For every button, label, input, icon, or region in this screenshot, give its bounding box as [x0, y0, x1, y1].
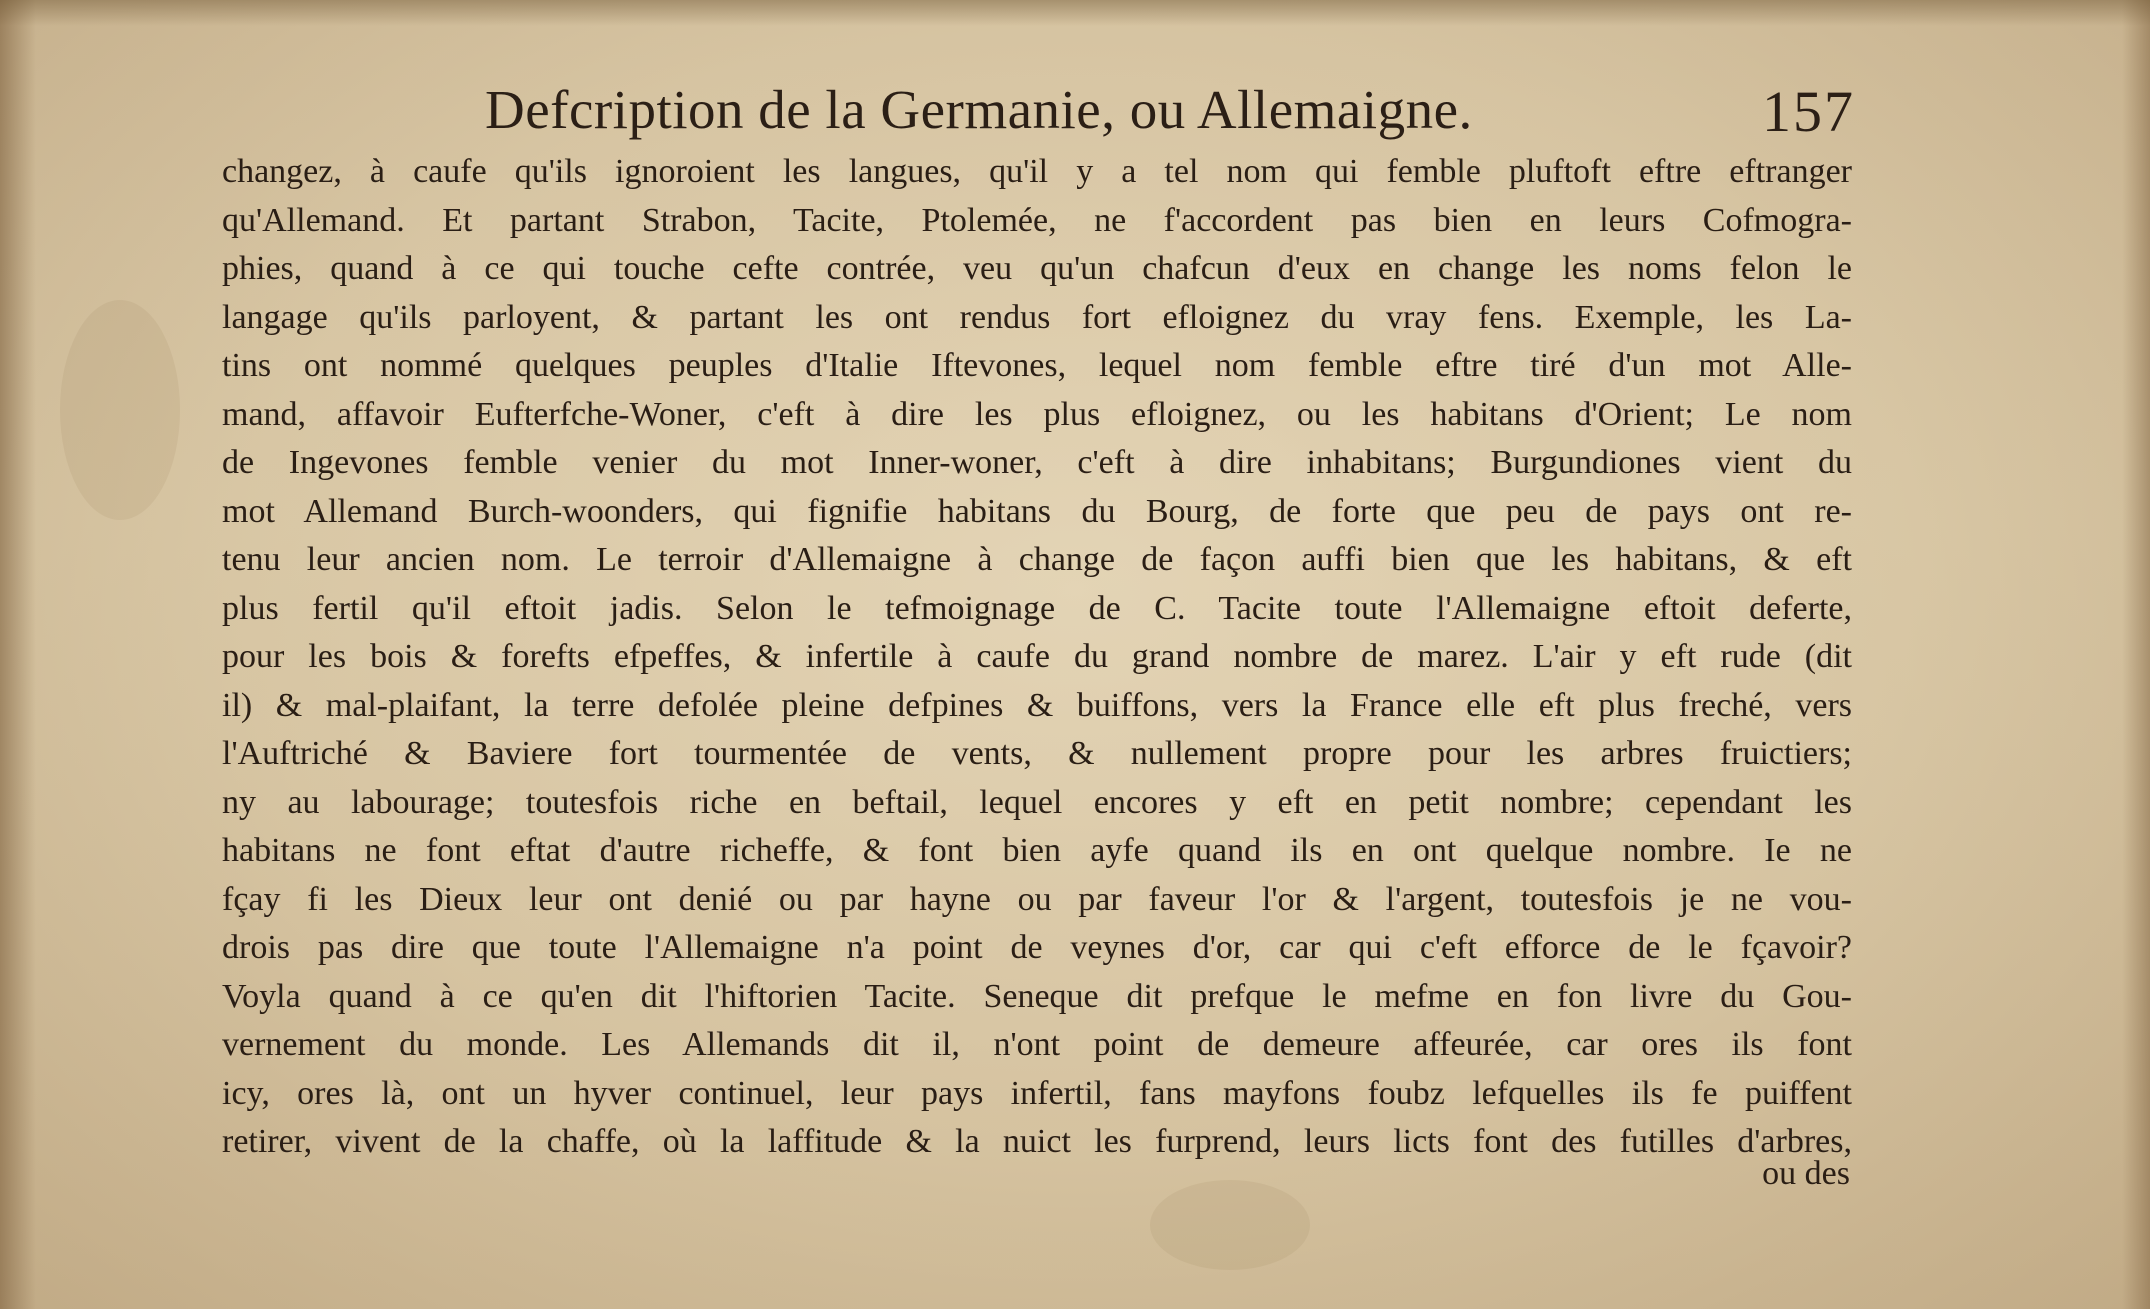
paper-stain [60, 300, 180, 520]
text-line: il) & mal-plaifant, la terre defolée pleine defpines & buiffons, vers la France elle eft plus freché, vers [222, 686, 1852, 724]
body-text [222, 148, 1852, 1167]
text-line: qu'Allemand. Et partant Strabon, Tacite, Ptolemée, ne f'accordent pas bien en leurs Cofmogra- [222, 201, 1852, 239]
text-line: habitans ne font eftat d'autre richeffe, & font bien ayfe quand ils en ont quelque nombre. Ie ne [222, 832, 1852, 869]
page-edge-shadow-left [0, 0, 36, 1309]
text-line: fçay fi les Dieux leur ont denié ou par hayne ou par faveur l'or & l'argent, toutesfois je ne vou- [222, 880, 1852, 918]
text-line: vernement du monde. Les Allemands dit il, n'ont point de demeure affeurée, car ores ils font [222, 1026, 1852, 1063]
text-line: langage qu'ils parloyent, & partant les ont rendus fort efloignez du vray fens. Exemple, les La- [222, 298, 1852, 336]
catchword: ou des [1762, 1155, 1850, 1192]
text-line: changez, à caufe qu'ils ignoroient les langues, qu'il y a tel nom qui femble pluftoft eftre eftranger [222, 153, 1852, 190]
text-line: drois pas dire que toute l'Allemaigne n'a point de veynes d'or, car qui c'eft efforce de le fçavoir? [222, 929, 1852, 966]
page-number: 157 [1762, 79, 1855, 144]
text-line: tenu leur ancien nom. Le terroir d'Allemaigne à change de façon auffi bien que les habitans, & eft [222, 541, 1852, 578]
text-line: ny au labourage; toutesfois riche en beftail, lequel encores y eft en petit nombre; cependant les [222, 783, 1852, 821]
text-line: l'Auftriché & Baviere fort tourmentée de vents, & nullement propre pour les arbres fruictiers; [222, 735, 1852, 772]
text-line: pour les bois & forefts efpeffes, & infertile à caufe du grand nombre de marez. L'air y eft rude (dit [222, 638, 1852, 675]
page-edge-shadow-right [2122, 0, 2150, 1309]
page-header [485, 78, 1855, 148]
text-line: Voyla quand à ce qu'en dit l'hiftorien Tacite. Seneque dit prefque le mefme en fon livre du Gou- [222, 977, 1852, 1015]
text-line: retirer, vivent de la chaffe, où la laffitude & la nuict les furprend, leurs licts font des futilles d'arbres, [222, 1123, 1852, 1160]
running-title: Defcription de la Germanie, ou Allemaigne. [485, 79, 1473, 140]
text-line: de Ingevones femble venier du mot Inner-woner, c'eft à dire inhabitans; Burgundiones vient du [222, 444, 1852, 481]
page-edge-shadow-top [0, 0, 2150, 26]
text-line: icy, ores là, ont un hyver continuel, leur pays infertil, fans mayfons foubz lefquelles ils fe puiffent [222, 1074, 1852, 1112]
paper-stain [1150, 1180, 1310, 1270]
text-line: mand, affavoir Eufterfche-Woner, c'eft à dire les plus efloignez, ou les habitans d'Orient; Le nom [222, 395, 1852, 433]
text-line: phies, quand à ce qui touche cefte contrée, veu qu'un chafcun d'eux en change les noms felon le [222, 250, 1852, 287]
text-line: tins ont nommé quelques peuples d'Italie Iftevones, lequel nom femble eftre tiré d'un mot Alle- [222, 347, 1852, 384]
text-line: plus fertil qu'il eftoit jadis. Selon le tefmoignage de C. Tacite toute l'Allemaigne eftoit deferte, [222, 589, 1852, 627]
text-line: mot Allemand Burch-woonders, qui fignifie habitans du Bourg, de forte que peu de pays ont re- [222, 492, 1852, 530]
